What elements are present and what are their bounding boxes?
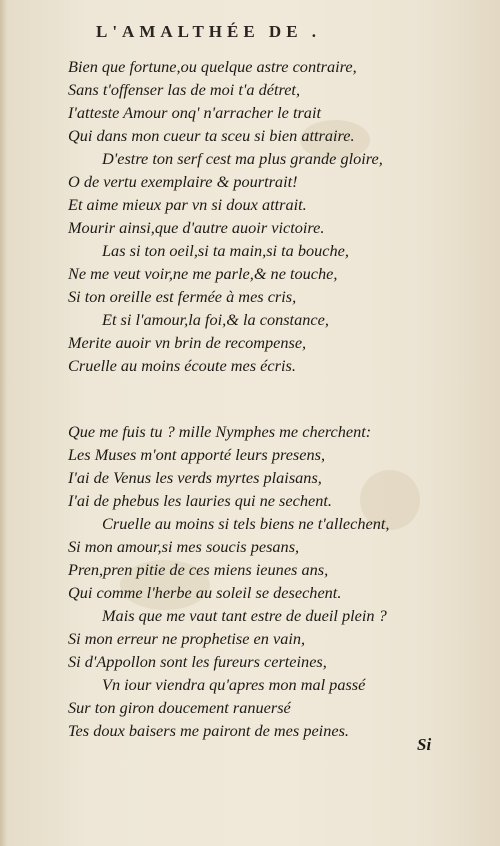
running-head: L'AMALTHÉE DE .: [96, 22, 322, 41]
verse-line: Que me fuis tu ? mille Nymphes me cherchent:: [68, 422, 372, 441]
verse-line: Mais que me vaut tant estre de dueil plein ?: [102, 606, 387, 625]
verse-line: Sans t'offenser las de moi t'a détret,: [68, 80, 301, 99]
verse-line: I'ai de Venus les verds myrtes plaisans,: [68, 468, 322, 487]
verse-line: Les Muses m'ont apporté leurs presens,: [68, 445, 326, 464]
verse-line: Vn iour viendra qu'apres mon mal passé: [102, 675, 366, 694]
verse-line: D'estre ton serf cest ma plus grande gloire,: [102, 149, 383, 168]
verse-line: Ne me veut voir,ne me parle,& ne touche,: [68, 264, 338, 283]
verse-line: Mourir ainsi,que d'autre auoir victoire.: [68, 218, 325, 237]
verse-line: Pren,pren pitie de ces miens ieunes ans,: [68, 560, 329, 579]
verse-line: Sur ton giron doucement ranuersé: [68, 698, 291, 717]
verse-line: Si mon erreur ne prophetise en vain,: [68, 629, 306, 648]
verse-line: Tes doux baisers me pairont de mes peines.: [68, 721, 349, 740]
verse-line: Cruelle au moins si tels biens ne t'allechent,: [102, 514, 390, 533]
verse-line: Cruelle au moins écoute mes écris.: [68, 356, 296, 375]
catchword: Si: [417, 735, 432, 754]
verse-line: I'atteste Amour onq' n'arracher le trait: [68, 103, 321, 122]
verse-line: Si ton oreille est fermée à mes cris,: [68, 287, 297, 306]
verse-line: Qui dans mon cueur ta sceu si bien attraire.: [68, 126, 355, 145]
verse-line: Et aime mieux par vn si doux attrait.: [68, 195, 307, 214]
verse-line: Bien que fortune,ou quelque astre contraire,: [68, 57, 357, 76]
verse-line: Las si ton oeil,si ta main,si ta bouche,: [102, 241, 349, 260]
verse-line: O de vertu exemplaire & pourtrait!: [68, 172, 298, 191]
verse-line: Et si l'amour,la foi,& la constance,: [102, 310, 329, 329]
verse-line: Qui comme l'herbe au soleil se desechent.: [68, 583, 342, 602]
verse-line: Si d'Appollon sont les fureurs certeines,: [68, 652, 327, 671]
page-gutter-shadow: [0, 0, 7, 846]
verse-line: Merite auoir vn brin de recompense,: [68, 333, 307, 352]
verse-line: I'ai de phebus les lauries qui ne sechent.: [68, 491, 332, 510]
verse-line: Si mon amour,si mes soucis pesans,: [68, 537, 300, 556]
